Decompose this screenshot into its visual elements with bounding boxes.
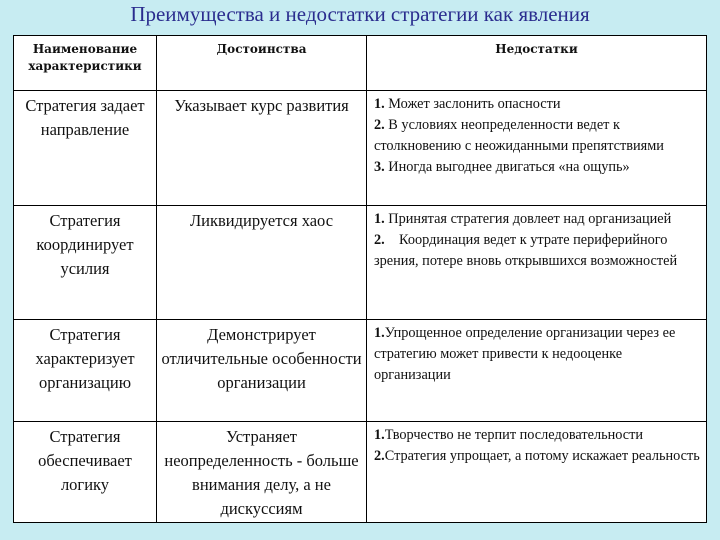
point-text: Творчество не терпит последовательности (384, 427, 644, 443)
point-number: 2. (374, 448, 385, 464)
feature-cell: Стратегия обеспечивает логику (14, 422, 157, 523)
comparison-table (13, 35, 707, 523)
point-number: 1. (374, 325, 385, 341)
table-header-row (14, 36, 707, 91)
disadvantages-cell (367, 320, 707, 422)
point-text: Стратегия упрощает, а потому искажает реальность (384, 448, 700, 464)
disadvantages-cell (367, 206, 707, 320)
table-row (14, 320, 707, 422)
feature-cell: Стратегия задает направление (14, 91, 157, 206)
advantage-cell: Устраняет неопределенность - больше внимания делу, а не дискуссиям (157, 422, 367, 523)
point-number: 1. (374, 427, 385, 443)
feature-cell: Стратегия координирует усилия (14, 206, 157, 320)
disadvantages-cell (367, 422, 707, 523)
header-characteristic: Наименование характеристики (14, 36, 157, 91)
point-number: 1. (374, 211, 385, 227)
disadvantage-point (374, 209, 700, 230)
point-text: Упрощенное определение организации через ее стратегию может привести к недооценке организации (374, 325, 676, 383)
feature-cell: Стратегия характеризует организацию (14, 320, 157, 422)
point-number: 2. (374, 232, 385, 248)
point-text: Может заслонить опасности (384, 96, 561, 112)
disadvantage-point (374, 230, 700, 272)
point-number: 1. (374, 96, 385, 112)
advantage-cell: Указывает курс развития (157, 91, 367, 206)
advantage-cell: Ликвидируется хаос (157, 206, 367, 320)
point-text: В условиях неопределенности ведет к столкновению с неожиданными препятствиями (374, 117, 664, 154)
slide-title: Преимущества и недостатки стратегии как явления (130, 2, 590, 26)
table-row (14, 206, 707, 320)
disadvantages-cell (367, 91, 707, 206)
point-text: Принятая стратегия довлеет над организацией (384, 211, 672, 227)
point-number: 2. (374, 117, 385, 133)
table-row (14, 91, 707, 206)
point-number: 3. (374, 159, 385, 175)
point-text: Координация ведет к утрате периферийного зрения, потере вновь открывшихся возможностей (374, 232, 678, 269)
disadvantage-point (374, 157, 700, 178)
advantage-cell: Демонстрирует отличительные особенности организации (157, 320, 367, 422)
disadvantage-point (374, 94, 700, 115)
point-text: Иногда выгоднее двигаться «на ощупь» (384, 159, 630, 175)
disadvantage-point (374, 115, 700, 157)
disadvantage-point (374, 446, 700, 467)
header-advantages: Достоинства (157, 36, 367, 91)
table-row (14, 422, 707, 523)
disadvantage-point (374, 323, 700, 386)
header-disadvantages: Недостатки (367, 36, 707, 91)
disadvantage-point (374, 425, 700, 446)
